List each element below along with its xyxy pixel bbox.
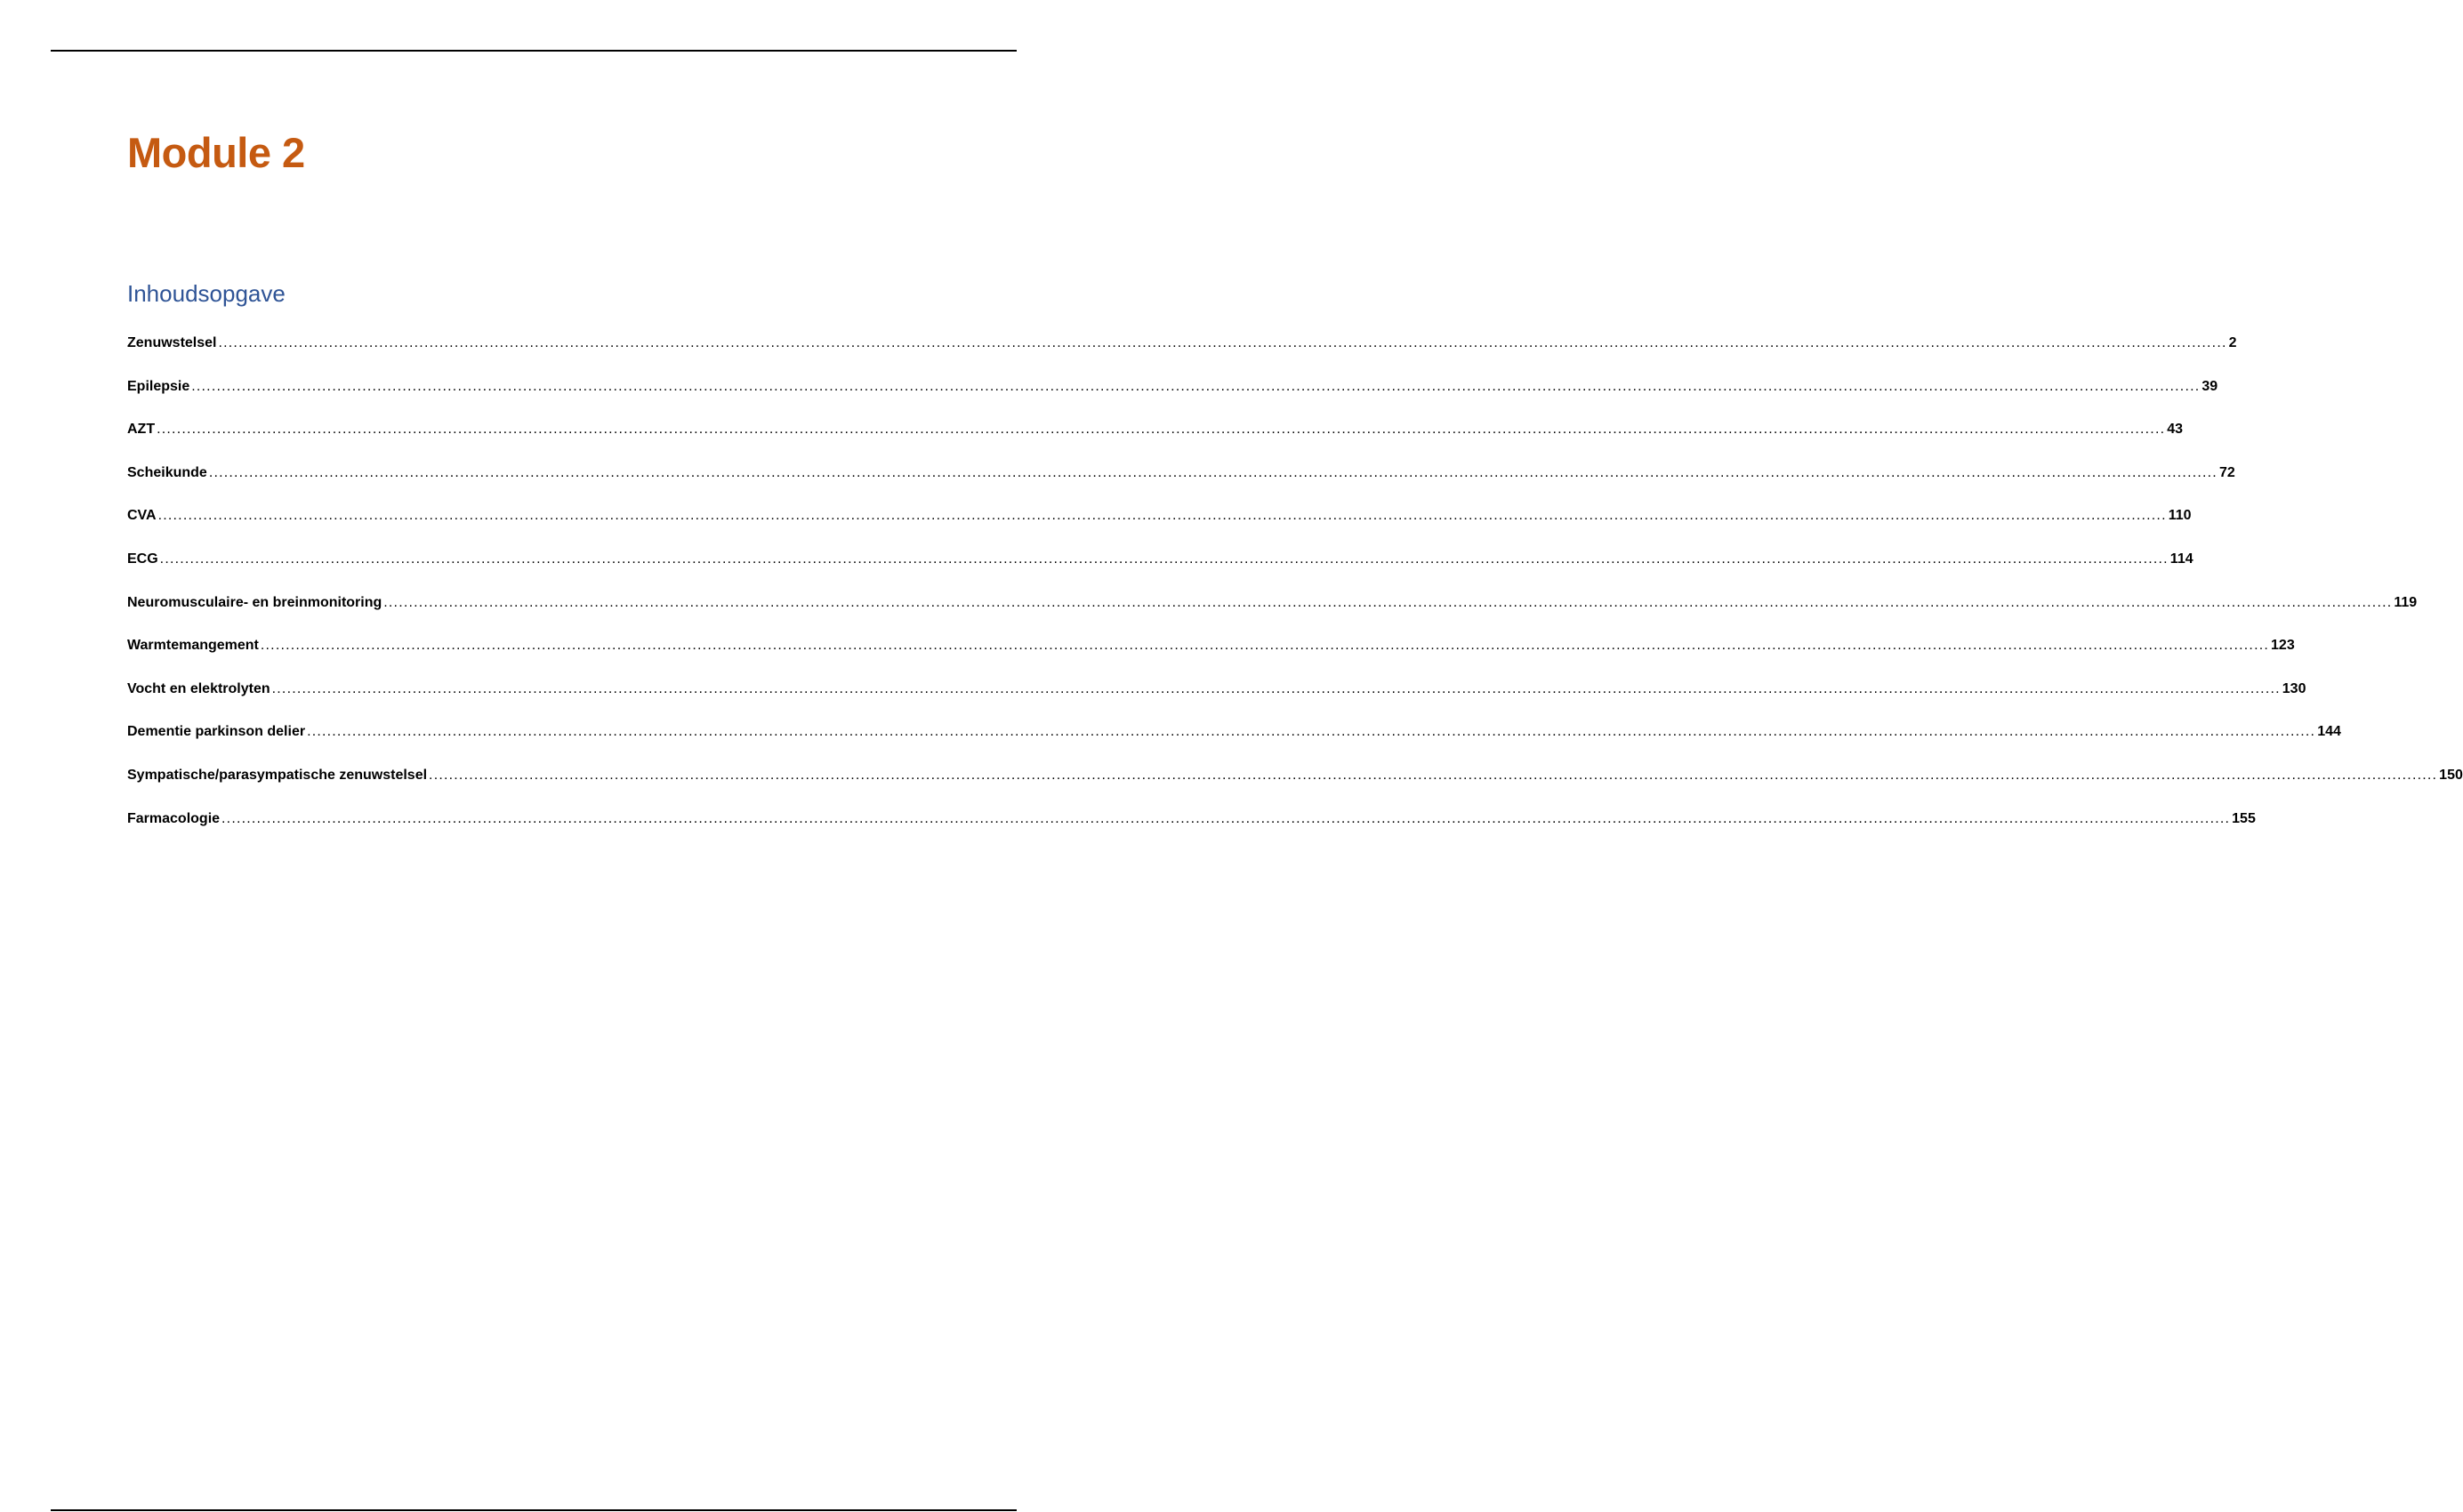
document-title: Module 2 — [127, 129, 305, 176]
toc-entry-page: 43 — [2167, 422, 2184, 438]
toc-entry-page: 130 — [2282, 680, 2306, 696]
toc-entry-title: Zenuwstelsel — [127, 335, 217, 350]
toc-entry-title: Farmacologie — [127, 810, 221, 826]
toc-entry-title: Warmtemangement — [127, 638, 259, 654]
toc-entry-page: 119 — [2394, 594, 2418, 610]
toc-entry-page: 110 — [2168, 508, 2192, 524]
toc-entry-title: Vocht en elektrolyten — [127, 680, 270, 696]
toc-entry-title: ECG — [127, 551, 158, 567]
toc-entry-title: AZT — [127, 422, 156, 438]
toc-dot-leader: ................................................................................................................................................................................................................................................................................................................................................................................................................ — [191, 378, 2201, 394]
toc-dot-leader: ................................................................................................................................................................................................................................................................................................................................................................................................................ — [218, 335, 2227, 350]
toc-entry-title: CVA — [127, 508, 157, 524]
toc-entry-azt[interactable] — [127, 421, 2184, 464]
toc-entry-page: 39 — [2201, 378, 2218, 394]
toc-entry-vocht-en-elektrolyten[interactable] — [127, 680, 2306, 724]
footer-rule — [51, 1509, 1017, 1511]
header-rule — [51, 50, 1017, 52]
toc-entry-dementie[interactable] — [127, 723, 2341, 767]
toc-dot-leader: ................................................................................................................................................................................................................................................................................................................................................................................................................ — [157, 508, 2167, 524]
toc-entry-farmacologie[interactable] — [127, 810, 2256, 854]
toc-entry-warmtemangement[interactable] — [127, 637, 2295, 680]
toc-dot-leader: ................................................................................................................................................................................................................................................................................................................................................................................................................ — [260, 638, 2270, 654]
toc-dot-leader: ................................................................................................................................................................................................................................................................................................................................................................................................................ — [429, 767, 2438, 783]
toc-entry-title: Epilepsie — [127, 378, 190, 394]
toc-entry-zenuwstelsel[interactable] — [127, 334, 2237, 378]
toc-dot-leader: ................................................................................................................................................................................................................................................................................................................................................................................................................ — [307, 724, 2316, 740]
toc-entry-ecg[interactable] — [127, 551, 2193, 594]
toc-entry-title: Sympatische/parasympatische zenuwstelsel — [127, 767, 428, 783]
toc-dot-leader: ................................................................................................................................................................................................................................................................................................................................................................................................................ — [208, 464, 2218, 480]
toc-dot-leader: ................................................................................................................................................................................................................................................................................................................................................................................................................ — [159, 551, 2169, 567]
toc-entry-title: Scheikunde — [127, 464, 207, 480]
toc-entry-page: 150 — [2439, 767, 2463, 783]
toc-entry-title: Neuromusculaire- en breinmonitoring — [127, 594, 382, 610]
toc-entry-page: 2 — [2228, 335, 2237, 350]
toc-dot-leader: ................................................................................................................................................................................................................................................................................................................................................................................................................ — [157, 422, 2166, 438]
toc-entry-page: 144 — [2317, 724, 2341, 740]
toc-heading: Inhoudsopgave — [127, 280, 286, 307]
toc-entry-page: 155 — [2232, 810, 2256, 826]
toc-dot-leader: ................................................................................................................................................................................................................................................................................................................................................................................................................ — [383, 594, 2393, 610]
toc-entry-epilepsie[interactable] — [127, 378, 2218, 422]
table-of-contents — [127, 334, 2463, 853]
toc-entry-sympatische[interactable] — [127, 767, 2463, 810]
toc-dot-leader: ................................................................................................................................................................................................................................................................................................................................................................................................................ — [271, 680, 2281, 696]
toc-entry-neuromusculaire[interactable] — [127, 594, 2418, 638]
toc-entry-title: Dementie parkinson delier — [127, 724, 306, 740]
toc-dot-leader: ................................................................................................................................................................................................................................................................................................................................................................................................................ — [221, 810, 2231, 826]
toc-entry-page: 114 — [2169, 551, 2193, 567]
toc-entry-scheikunde[interactable] — [127, 464, 2235, 508]
toc-entry-cva[interactable] — [127, 507, 2192, 551]
toc-entry-page: 123 — [2271, 638, 2295, 654]
toc-entry-page: 72 — [2218, 464, 2235, 480]
